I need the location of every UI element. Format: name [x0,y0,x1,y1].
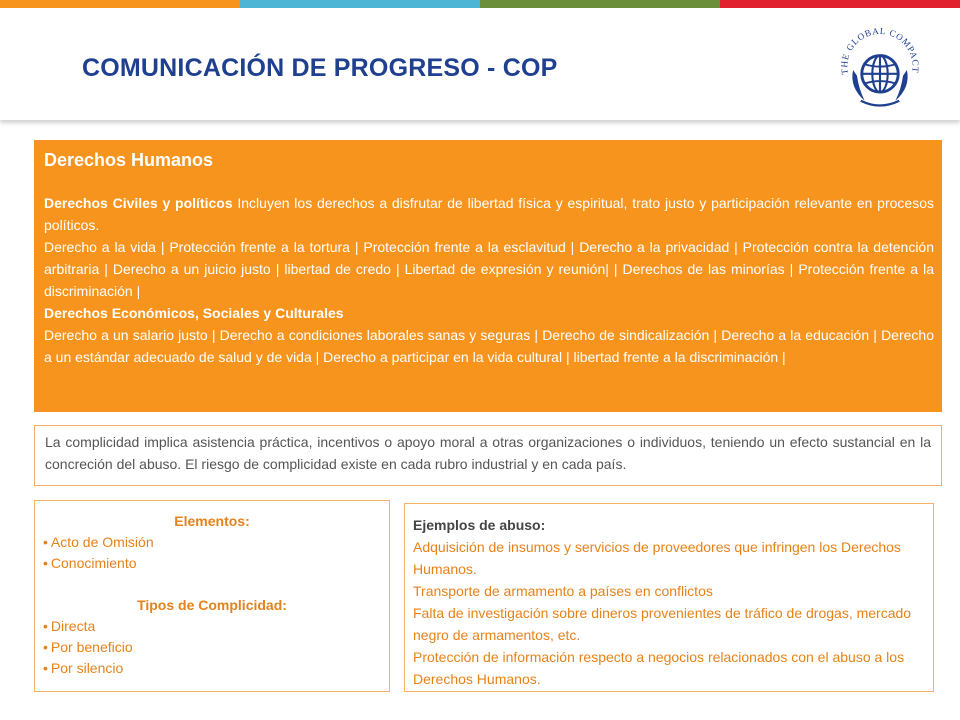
list-item: • Por beneficio [43,637,381,658]
complicity-box: La complicidad implica asistencia práctica, incentivos o apoyo moral a otras organizaciones o individuos, teniendo un efecto sustancial en la concreción del abuso. El riesgo de complicidad existe en cada rubro industrial y en cada país. [34,425,942,486]
economic-rights-label-row [44,302,934,324]
abuse-example-line: Protección de información respecto a negocios relacionados con el abuso a los Derechos Humanos. [413,649,905,687]
civil-rights-paragraph [44,192,934,236]
list-item: • Acto de Omisión [43,532,381,553]
elements-list [43,532,381,574]
economic-rights-list: Derecho a un salario justo | Derecho a condiciones laborales sanas y seguras | Derecho de sindicalización | Derecho a la educación | Derecho a un estándar adecuado de salud y de vida | Derecho a participar en la vida cultural | libertad frente a la discriminación | [44,327,934,365]
complicity-types-heading: Tipos de Complicidad: [137,597,287,613]
top-bar-green [480,0,720,8]
top-bar-orange [0,0,240,8]
elements-heading: Elementos: [174,513,250,529]
abuse-examples-heading: Ejemplos de abuso: [413,517,546,533]
abuse-examples-box [404,503,934,692]
abuse-example-line: Transporte de armamento a países en conflictos [413,583,713,599]
abuse-example-line: Adquisición de insumos y servicios de proveedores que infringen los Derechos Humanos. [413,539,901,577]
elements-box [34,500,390,692]
logo-text: THE GLOBAL COMPACT [839,25,921,76]
economic-rights-label: Derechos Económicos, Sociales y Culturales [44,305,344,321]
civil-rights-text: Incluyen los derechos a disfrutar de libertad física y espiritual, trato justo y participación relevante en procesos políticos. [44,195,934,233]
top-bar-red [720,0,960,8]
list-item: • Por silencio [43,658,381,679]
global-compact-logo-icon [832,22,928,118]
civil-rights-label: Derechos Civiles y políticos [44,195,233,211]
complicity-types-list [43,616,381,679]
civil-rights-list: Derecho a la vida | Protección frente a la tortura | Protección frente a la esclavitud | Derecho a la privacidad | Protección contra la detención arbitraria | Derecho a un juicio justo | libertad de credo | Libertad de expresión y reunión| | Derechos de las minorías | Protección frente a la discriminación | [44,239,934,299]
spacer [43,574,381,595]
top-bar-blue [240,0,480,8]
page-title: COMUNICACIÓN DE PROGRESO - COP [82,54,558,82]
top-color-bar [0,0,960,8]
human-rights-box [34,140,942,412]
list-item: • Directa [43,616,381,637]
slide-header [0,8,960,120]
list-item: • Conocimiento [43,553,381,574]
human-rights-heading: Derechos Humanos [44,150,214,170]
abuse-example-line: Falta de investigación sobre dineros provenientes de tráfico de drogas, mercado negro de armamentos, etc. [413,605,912,643]
